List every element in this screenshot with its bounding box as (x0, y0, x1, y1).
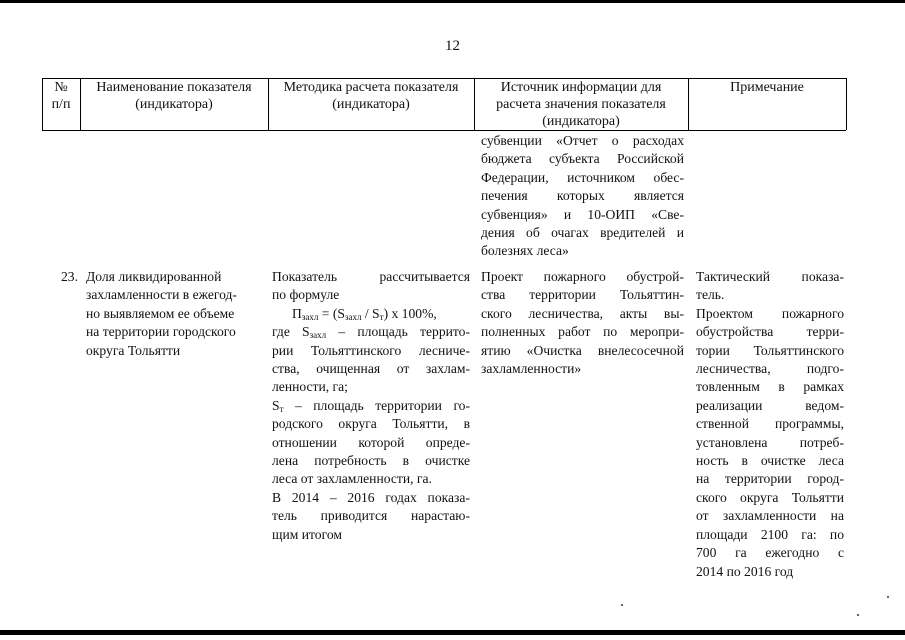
text-line: от захламленности на (696, 508, 844, 524)
header-number (42, 79, 80, 113)
formula-part: / S (361, 305, 380, 321)
table-header-bottom-line (42, 130, 846, 131)
text-line: ского лесничества, акты вы- (481, 305, 684, 321)
text-line: рии Тольяттинского лесниче- (272, 342, 470, 358)
header-note (688, 79, 846, 96)
formula-part: = (S (318, 305, 345, 321)
text-part: где S (272, 324, 310, 340)
note (696, 268, 844, 581)
row-number: 23. (61, 269, 78, 284)
text-line: на территории городского (86, 324, 236, 340)
text-line: субвенции «Отчет о расходах (481, 133, 684, 148)
text-line: ленности, га; (272, 379, 348, 395)
text-line: бюджета субъекта Российской (481, 151, 684, 167)
continuation-source (481, 132, 684, 261)
text-line: субвенция» и 10-ОИП «Све- (481, 206, 684, 222)
text-line: тории Тольяттинского (696, 342, 844, 358)
text-line: Проект пожарного обустрой- (481, 269, 684, 284)
text-line: Федерации, источником обес- (481, 169, 684, 185)
text-line: отношении которой опреде- (272, 434, 470, 450)
text-line: ятию «Очистка внелесосечной (481, 342, 684, 358)
scan-speck (621, 604, 623, 606)
header-method-line: Методика расчета показателя (283, 80, 459, 95)
text-line: Тактический показа- (696, 269, 844, 284)
text-line: но выявляемом ее объеме (86, 305, 235, 321)
header-source-line: (индикатора) (542, 114, 620, 129)
header-number-line: п/п (51, 97, 71, 112)
text-line: леса от захламленности, га. (272, 471, 432, 487)
text-part: – площадь территории го- (283, 397, 470, 413)
header-name (80, 79, 268, 113)
text-line: родского округа Тольятти, в (272, 416, 470, 432)
text-line: захламленности» (481, 361, 582, 377)
text-line: захламленности в ежегод- (86, 287, 237, 303)
text-line: площади 2100 га: по (696, 526, 844, 542)
text-line: обустройства терри- (696, 324, 844, 340)
text-line: лена потребность в очистке (272, 453, 470, 469)
text-line: Проектом пожарного (696, 305, 844, 321)
text-line: по формуле (272, 287, 340, 303)
text-line: ственной программы, (696, 416, 844, 432)
text-line: округа Тольятти (86, 342, 181, 358)
scan-speck (887, 596, 889, 598)
text-line: дения об очагах вредителей и (481, 225, 684, 241)
text-line: щим итогом (272, 526, 342, 542)
indicator-name (86, 268, 264, 360)
text-line: полненных работ по меропри- (481, 324, 684, 340)
text-line: лесничества, подго- (696, 361, 844, 377)
header-method-line: (индикатора) (332, 97, 410, 112)
text-line: печения которых является (481, 188, 684, 204)
header-name-line: Наименование показателя (96, 80, 252, 95)
text-line: Показатель рассчитывается (272, 269, 470, 284)
text-line: Доля ликвидированной (86, 269, 222, 284)
st-line (272, 397, 470, 415)
formula-subscript: т (279, 403, 284, 414)
calculation-method (272, 268, 470, 544)
formula-subscript: т (379, 311, 384, 322)
header-number-line: № (54, 80, 68, 95)
formula-subscript: захл (344, 311, 362, 322)
header-method (268, 79, 474, 113)
text-line: на территории город- (696, 471, 844, 487)
formula-part: П (292, 305, 302, 321)
text-line: реализации ведом- (696, 397, 844, 413)
top-border (0, 0, 905, 3)
header-note-line: Примечание (730, 80, 804, 95)
formula-subscript: захл (301, 311, 319, 322)
formula-part: ) x 100%, (383, 305, 437, 321)
col-divider (846, 78, 847, 130)
text-line: В 2014 – 2016 годах показа- (272, 489, 470, 505)
text-line: ства, очищенная от захлам- (272, 361, 470, 377)
formula (272, 305, 470, 323)
header-name-line: (индикатора) (135, 97, 213, 112)
header-source-line: Источник информации для (500, 80, 662, 95)
text-part: S (272, 397, 280, 413)
text-line: тель. (696, 287, 725, 303)
page-number: 12 (445, 38, 460, 54)
text-line: ства территории Тольяттин- (481, 287, 684, 303)
text-line: ского округа Тольятти (696, 489, 844, 505)
text-line: болезнях леса» (481, 243, 569, 259)
text-part: – площадь террито- (326, 324, 470, 340)
where-line (272, 323, 470, 341)
text-line: 700 га ежегодно с (696, 545, 844, 561)
text-line: ность в очистке леса (696, 453, 844, 469)
text-line: установлена потреб- (696, 434, 844, 450)
formula-subscript: захл (309, 330, 327, 341)
text-line: товленным в рамках (696, 379, 844, 395)
text-line: 2014 по 2016 год (696, 563, 794, 579)
scan-speck (857, 614, 859, 616)
header-source-line: расчета значения показателя (496, 97, 666, 112)
header-source (474, 79, 688, 130)
bottom-border (0, 630, 905, 635)
information-source (481, 268, 684, 378)
text-line: тель приводится нарастаю- (272, 508, 470, 524)
